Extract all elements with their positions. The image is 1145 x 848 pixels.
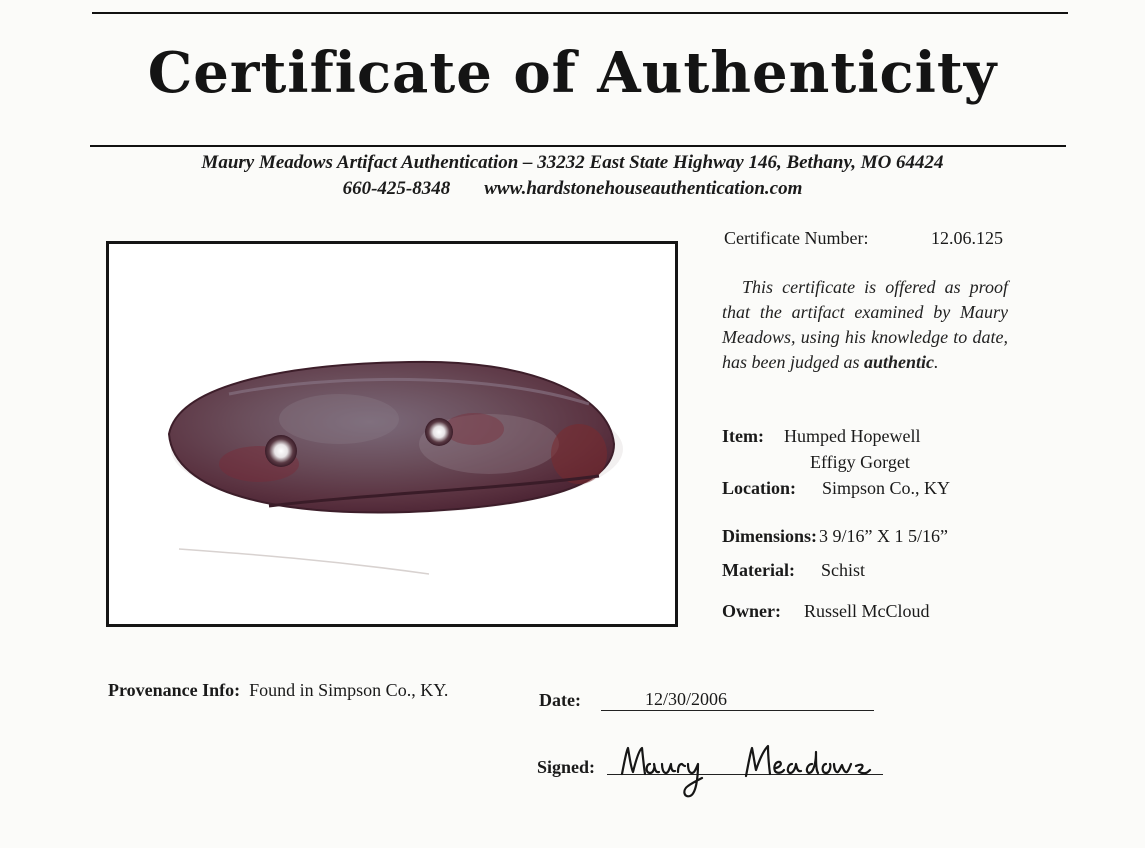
- dimensions-value: 3 9/16” X 1 5/16”: [819, 526, 948, 546]
- location-label: Location:: [722, 478, 796, 498]
- gorget-image: [109, 244, 675, 624]
- certificate-number-label: Certificate Number:: [724, 228, 869, 248]
- company-phone: 660-425-8348: [342, 178, 451, 199]
- date-label: Date:: [539, 690, 581, 710]
- company-address-line: Maury Meadows Artifact Authentication – 33232 East State Highway 146, Bethany, MO 64424: [201, 152, 944, 173]
- dimensions-label: Dimensions:: [722, 526, 818, 546]
- date-value: 12/30/2006: [645, 689, 728, 709]
- statement-text: This certificate is offered as proof that the artifact examined by Maury Meadows, using his knowledge to date, has been judged as: [722, 277, 1008, 372]
- item-label: Item:: [722, 426, 764, 446]
- certificate-title: Certificate of Authenticity: [147, 40, 998, 106]
- authenticity-statement: [722, 275, 1008, 375]
- statement-authentic: authentic: [863, 352, 934, 372]
- company-website: www.hardstonehouseauthentication.com: [484, 178, 803, 199]
- location-value: Simpson Co., KY: [822, 478, 951, 498]
- item-value-line2: Effigy Gorget: [810, 452, 910, 472]
- owner-value: Russell McCloud: [804, 601, 930, 621]
- provenance-value: Found in Simpson Co., KY.: [249, 680, 449, 700]
- provenance-label: Provenance Info:: [108, 680, 241, 700]
- header-rule: [90, 145, 1066, 147]
- item-value-line1: Humped Hopewell: [784, 426, 921, 446]
- material-value: Schist: [821, 560, 866, 580]
- signed-label: Signed:: [537, 757, 596, 777]
- artifact-photo: [106, 241, 678, 627]
- date-underline: [601, 710, 874, 711]
- signature: [618, 738, 886, 806]
- certificate-number-value: 12.06.125: [931, 228, 1003, 248]
- statement-end: .: [934, 352, 939, 372]
- top-rule: [92, 12, 1068, 14]
- company-contact-line: [0, 178, 1145, 200]
- material-label: Material:: [722, 560, 795, 580]
- provenance-info: [108, 678, 508, 702]
- owner-label: Owner:: [722, 601, 781, 621]
